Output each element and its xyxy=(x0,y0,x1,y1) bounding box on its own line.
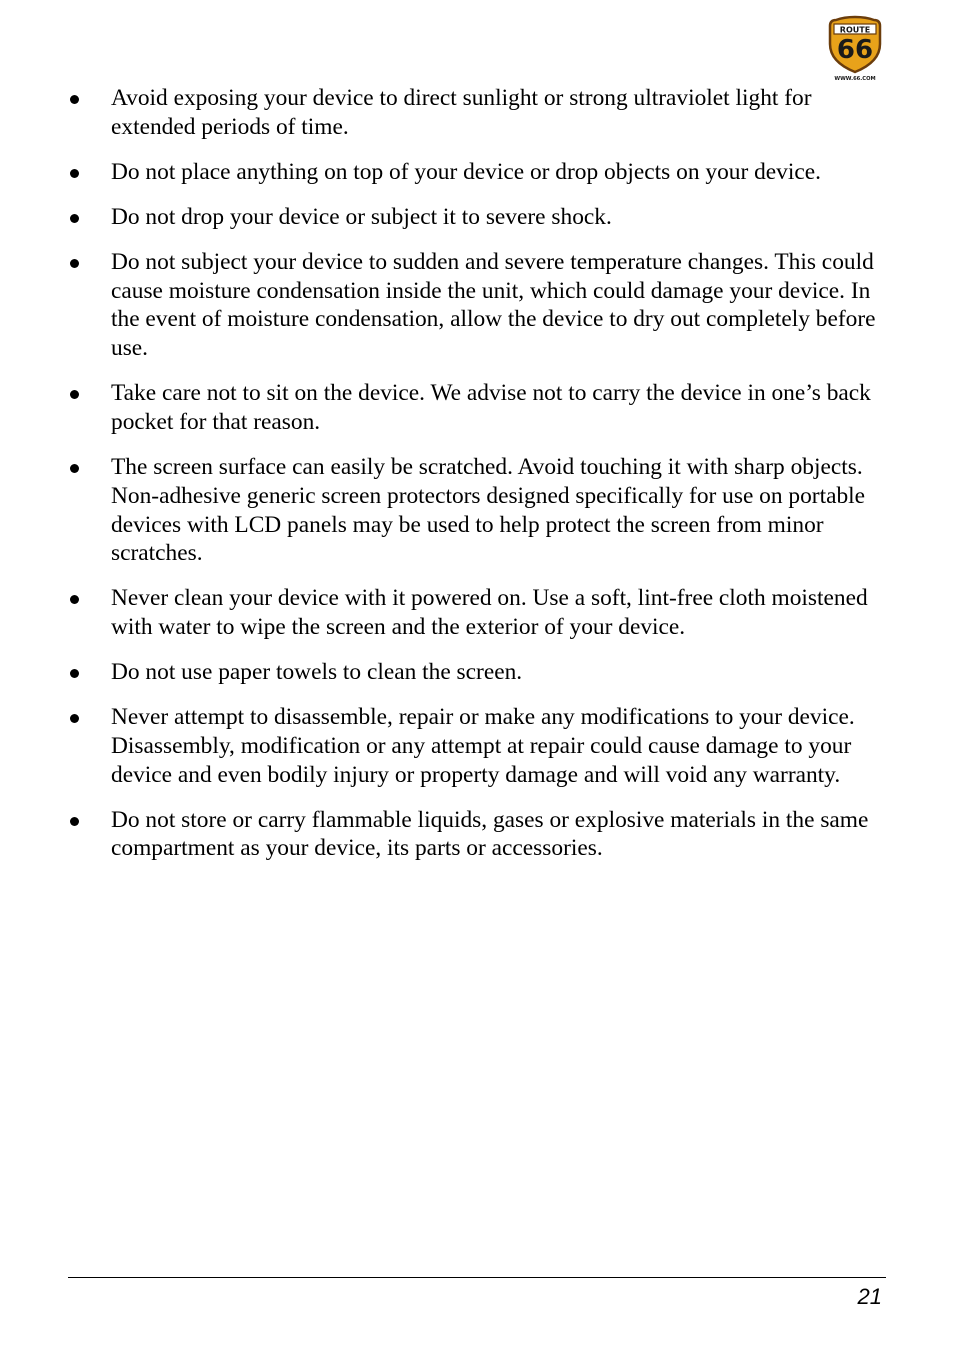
bullet-icon xyxy=(70,95,79,104)
bullet-icon xyxy=(70,214,79,223)
list-item-text: Do not drop your device or subject it to severe shock. xyxy=(111,203,612,230)
list-item xyxy=(68,84,888,142)
list-item xyxy=(68,453,888,568)
logo-number: 66 xyxy=(836,35,874,65)
list-item xyxy=(68,158,888,187)
list-item xyxy=(68,203,888,232)
list-item xyxy=(68,248,888,363)
list-item xyxy=(68,658,888,687)
bullet-icon xyxy=(70,259,79,268)
bullet-icon xyxy=(70,669,79,678)
list-item xyxy=(68,379,888,437)
logo-url: WWW.66.COM xyxy=(834,76,876,82)
page-number: 21 xyxy=(857,1284,882,1309)
list-item-text: The screen surface can easily be scratched. Avoid touching it with sharp objects. Non-adhesive generic screen protectors designed specifically for use on portable devices with LCD panels may be used to help protect the screen from minor scratches. xyxy=(111,453,866,567)
bullet-icon xyxy=(70,595,79,604)
list-item-text: Do not place anything on top of your device or drop objects on your device. xyxy=(111,158,821,185)
list-item xyxy=(68,806,888,864)
list-item xyxy=(68,584,888,642)
care-instructions-list xyxy=(68,84,888,879)
bullet-icon xyxy=(70,714,79,723)
route66-logo xyxy=(826,14,884,82)
list-item-text: Never attempt to disassemble, repair or make any modifications to your device. Disassembly, modification or any attempt at repair could cause damage to your device and even bodily injury or property damage and will void any warranty. xyxy=(111,704,855,788)
list-item-text: Do not subject your device to sudden and severe temperature changes. This could cause moisture condensation inside the unit, which could damage your device. In the event of moisture condensation, allow the device to dry out completely before use. xyxy=(111,248,876,362)
route66-shield-icon xyxy=(826,14,884,82)
list-item-text: Do not store or carry flammable liquids, gases or explosive materials in the same compartment as your device, its parts or accessories. xyxy=(111,806,869,862)
bullet-icon xyxy=(70,817,79,826)
bullet-icon xyxy=(70,390,79,399)
list-item-text: Avoid exposing your device to direct sunlight or strong ultraviolet light for extended periods of time. xyxy=(111,85,812,140)
list-item-text: Do not use paper towels to clean the screen. xyxy=(111,659,523,686)
footer-divider xyxy=(68,1277,886,1278)
list-item-text: Never clean your device with it powered on. Use a soft, lint-free cloth moistened with water to wipe the screen and the exterior of your device. xyxy=(111,585,868,641)
bullet-icon xyxy=(70,169,79,178)
list-item xyxy=(68,703,888,789)
list-item-text: Take care not to sit on the device. We advise not to carry the device in one’s back pocket for that reason. xyxy=(111,380,871,435)
logo-top-text: ROUTE xyxy=(839,25,871,35)
bullet-icon xyxy=(70,464,79,473)
